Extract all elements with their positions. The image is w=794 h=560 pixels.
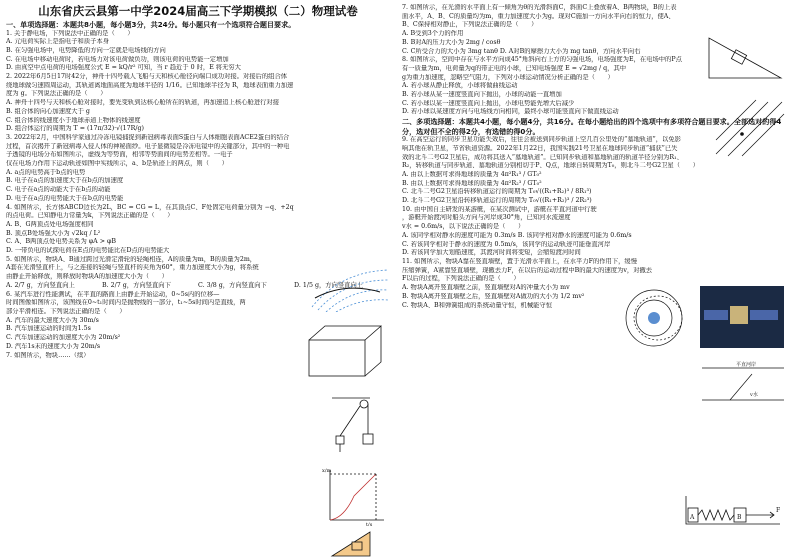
- left-text-line: C. 组合体的线速度小于地球赤道上物体的线速度: [6, 116, 141, 124]
- left-text-line: 3. 2022年2月，中国科学家通过冷冻电镜捕捉到新冠病毒表面S蛋白与人体细胞表面ACE2蛋白的结合: [6, 133, 290, 141]
- right-text-line: A. 物块A离开竖直墙壁之前，竖直墙壁对A的冲量大小为 mv: [402, 284, 570, 292]
- left-text-line: C. A、B两顶点处电势关系为 φA > φB: [6, 238, 117, 246]
- q9-orbit-figure: [620, 288, 690, 350]
- right-text-line: C. 北斗二号G2卫星沿转移轨道运行的周期为 T₀√((R₁+R₂)³ / 8R₁³): [402, 188, 592, 196]
- left-text-line: A. 神舟十四号与天和核心舱对接时，要先变轨到达核心舱所在的轨道，再加速追上核心舱进行对接: [6, 99, 280, 107]
- right-text-line: A. B受到3个力的作用: [402, 30, 464, 38]
- q7-incline-figure: [705, 28, 785, 83]
- right-text-line: 8. 如图所示，空间中存在与水平方向成45°角斜向右上方的匀强电场，电场强度为E，在电场中的P点: [402, 56, 682, 64]
- right-text-line: B. 由以上数据可求得地球的质量为 4π²R₂³ / GT₀²: [402, 179, 542, 187]
- right-text-line: 面水平，A、B、C的质量均为m，重力加速度大小为g。现对C施加一方向水平向右的恒力，使A、: [402, 12, 675, 20]
- section-1-heading: 一、单项选择题：本题共8小题，每小题3分，共24分。每小题只有一个选项符合题目要求。: [6, 20, 296, 29]
- q6-option: A. 汽车的最大速度大小为 30m/s: [6, 316, 99, 324]
- right-text-line: B、C保持相对静止，下列说法正确的是（ ）: [402, 21, 538, 29]
- right-text-line: R₂，转移轨道与同步轨道、墓地轨道分别相切于P、Q点，地球自转周期为T₀，则北斗二号G2卫星（ ）: [402, 162, 699, 170]
- left-text-line: A套在光滑竖直杆上，与之连接的轻绳与竖直杆的夹角为60°，重力加速度大小为g，将系统: [6, 264, 259, 272]
- left-text-line: 4. 如图所示，长方体ABCD边长为2L，BC = CG = L，在其顶点C、F处固定电荷量分别为 −q、+2q: [6, 203, 294, 211]
- right-text-line: 11. 如图所示，物块A靠在竖直墙壁，置于光滑水平面上，在水平力F的作用下，缓慢: [402, 257, 638, 265]
- left-text-line: 2. 2022年6月5日17时42分，神舟十四号载人飞船与天和核心舱径向端口成功对接。对接后的组合体: [6, 73, 288, 81]
- q9-satellite-image: [700, 286, 784, 348]
- left-text-line: D. 电子在a点的电势能大于在b点的电势能: [6, 194, 124, 202]
- q5-option: C. 3/8 g，方向竖直向下: [198, 281, 267, 289]
- q11-f-label: F: [776, 507, 781, 514]
- q5-pulley-figure: [330, 394, 385, 454]
- left-text-line: C. 在电场中移动电荷时，若电场力对该电荷做负功，则该电荷的电势能一定增加: [6, 55, 229, 63]
- left-text-line: 由静止开始释放，则释放时物块A的加速度大小为（ ）: [6, 273, 168, 281]
- left-text-line: 的点电荷。已知静电力常量为k，下列说法正确的是（ ）: [6, 212, 174, 220]
- right-text-line: v水 = 0.6m/s，以下说法正确的是（ ）: [402, 223, 525, 231]
- q11-b-label: B: [737, 514, 742, 521]
- right-text-line: 有一质量为m，电荷量为q的带正电的小球，已知电场强度 E = √2mg / q，其中: [402, 64, 627, 72]
- right-text-line: B. B对A的压力大小为 2mg / cosθ: [402, 38, 501, 46]
- left-text-line: D. 组合体运行的周期为 T = (17π/32)·√(17R/g): [6, 125, 145, 133]
- right-text-line: F以后的过程，下列说法正确的是（ ）: [402, 275, 520, 283]
- q10-river-label: 平直河岸: [736, 362, 757, 368]
- left-text-line: 过程，首次揭开了新冠病毒入侵人体的神秘面纱。电子显微镜是冷冻电镜中的关键部分，其中的一种电: [6, 142, 290, 150]
- left-text-line: 部分平滑相连。下列说法正确的是（ ）: [6, 308, 126, 315]
- q6-axis-x-label: t/s: [366, 522, 373, 526]
- left-text-line: B. 在匀强电场中，电势降低的方向一定就是电场线的方向: [6, 46, 166, 54]
- right-text-line: A. 若小球从静止释放，小球将做曲线运动: [402, 82, 518, 90]
- q7-blocks-figure: [330, 528, 390, 558]
- q5-option: D. 1/5 g，方向竖直向上: [294, 281, 364, 289]
- q5-option: B. 2/7 g，方向竖直向下: [102, 281, 171, 289]
- right-text-line: 7. 如图所示，在光滑的水平面上有一倾角为θ的光滑斜面C，斜面C上叠放着A、B两物块，B的上表: [402, 4, 677, 11]
- q4-cuboid-figure: [305, 322, 385, 380]
- left-text-line: 6. 某汽车进行性能测试，在平直的路面上由静止开始运动，0~5s内的位移—: [6, 290, 220, 298]
- left-text-line: D. 由真空中点电荷的电场强度公式 E = kQ/r² 可知，当 r 趋近于 0 时，E 将无穷大: [6, 64, 241, 72]
- left-text-line: D. 一带负电的试探电荷在E点的电势能比在D点的电势能大: [6, 247, 170, 255]
- left-text-line: 1. 关于静电场，下列说法中正确的是（ ）: [6, 29, 134, 37]
- left-text-line: B. 电子在a点的加速度大于在b点的加速度: [6, 177, 124, 185]
- right-text-line: 压缩弹簧，A紧靠竖直墙壁，现撤去力F，在以后的运动过程中B的最大的速度为v，对撤去: [402, 266, 653, 274]
- left-text-line: 时间图像如图所示，该图线在0~t₁时间内是抛物线的一部分，t₁~5s时间内是直线，两: [6, 299, 246, 307]
- q5-option: A. 2/7 g，方向竖直向上: [6, 281, 75, 289]
- left-text-line: 仅在电场力作用下运动轨迹如图中实线所示，a、b是轨迹上的两点，则（ ）: [6, 160, 228, 168]
- right-text-line: C. C所受合力的大小为 3mg tanθ D. A对B的摩擦力大小为 mg tanθ，方向水平向右: [402, 47, 641, 55]
- right-text-line: D. 若小球以某速度方向与电场线方向相同，最终小球可能竖直向下做直线运动: [402, 108, 619, 116]
- left-text-line: A. 元电荷实际上是指电子和质子本身: [6, 38, 110, 46]
- left-text-line: A. B、G两顶点处电场强度相同: [6, 220, 94, 228]
- q6-axis-y-label: x/m: [322, 468, 332, 474]
- right-text-line: D. 北斗二号G2卫星沿转移轨道运行的周期为 T₀√((R₁+R₂)³ / 2R₂³): [402, 197, 592, 205]
- right-text-line: 效的北斗二号G2卫星后，成功将其送入“墓地轨道”。已知同步轨道和墓地轨道的轨道半径分别为R₁、: [402, 153, 683, 161]
- q10-v-label: v水: [750, 392, 758, 398]
- right-text-line: 10. 由中国自主研发的某游艇，在某次测试中，游艇在平直河道中行驶: [402, 205, 597, 213]
- q11-a-label: A: [690, 514, 695, 521]
- q11-spring-figure: [684, 494, 788, 528]
- left-text-line: 度为 g。下列说法正确的是（ ）: [6, 90, 107, 98]
- page-title: 山东省庆云县第一中学2024届高三下学期模拟（二）物理试卷: [38, 4, 358, 18]
- left-text-line: 子透镜的电场分布如图所示，虚线为等势面，相邻等势面间的电势差相等。一电子: [6, 151, 233, 159]
- right-question-lines-2: [402, 136, 788, 310]
- right-text-line: 响其他在轨卫星，节省轨道资源。2022年1月22日，我国实践21号卫星在地球同步轨道“捕获”已失: [402, 144, 678, 152]
- q6-option: B. 汽车加速运动的时间为1.5s: [6, 325, 91, 333]
- q3-field-figure: [310, 262, 390, 312]
- left-text-line: 5. 如图所示，物块A、B通过跨过光滑定滑轮的轻绳相连，A的质量为m，B的质量为2m，: [6, 255, 257, 263]
- right-text-line: ，游艇开始渡河时船头方向与河岸成30°角，已知河水流速度: [402, 214, 571, 222]
- right-text-line: D. 若该同学加大划船速度，其渡河时间将变短，会缩短渡河时间: [402, 249, 581, 257]
- right-text-line: C. 若该同学相对于静水的速度为 0.5m/s，该同学的运动轨迹可能垂直河岸: [402, 240, 611, 248]
- left-text-line: 7. 如图所示，物块……（续）: [6, 351, 90, 359]
- q6-xt-graph: [322, 466, 388, 526]
- left-text-line: 绕地球做匀速圆周运动，其轨道离地面高度为地球半径的 1/16。已知地球半径为 R，地球表面重力加速: [6, 81, 294, 89]
- right-text-line: g为重力加速度，忽略空气阻力，下列对小球运动情况分析正确的是（ ）: [402, 73, 614, 81]
- q8-field-figure: [712, 96, 786, 158]
- right-text-line: A. 由以上数据可求得地球的质量为 4π²R₁³ / GT₀²: [402, 170, 542, 178]
- left-text-line: B. 组合体的向心加速度大于 g: [6, 107, 90, 115]
- left-text-line: C. 电子在a点的动能大于在b点的动能: [6, 186, 111, 194]
- right-text-line: 9. 在高空运行的同步卫星功能失效后，往往会被送到同步轨道上空几百公里处的“墓地轨道”，以免影: [402, 136, 681, 144]
- right-text-line: C. 物块A、B和弹簧组成的系统动量守恒，机械能守恒: [402, 301, 553, 309]
- q6-option: D. 汽车1s末的速度大小为 20m/s: [6, 342, 101, 350]
- right-text-line: B. 物块A离开竖直墙壁之后，竖直墙壁对A做功的大小为 1/2 mv²: [402, 292, 585, 300]
- right-text-line: B. 若小球从某一速度竖直向下抛出，小球的动能一直增加: [402, 91, 562, 99]
- left-text-line: A. a点的电势高于b点的电势: [6, 168, 86, 176]
- q10-river-figure: [700, 360, 786, 406]
- section-2-heading: 二、多项选择题：本题共4小题，每小题4分，共16分。在每小题给出的四个选项中有多项符合题目要求。全部选对的得4分，选对但不全的得2分，有选错的得0分。: [402, 117, 782, 136]
- left-text-line: B. 顶点B处场强大小为 √2kq / L²: [6, 229, 101, 237]
- q6-option: C. 汽车加速运动的加速度大小为 20m/s²: [6, 334, 121, 342]
- right-text-line: A. 该同学相对静水的速度可能为 0.3m/s B. 该同学相对静水的速度可能为 0.6m/s: [402, 231, 632, 239]
- right-text-line: C. 若小球以某一速度竖直向上抛出，小球电势能先增大后减少: [402, 99, 575, 107]
